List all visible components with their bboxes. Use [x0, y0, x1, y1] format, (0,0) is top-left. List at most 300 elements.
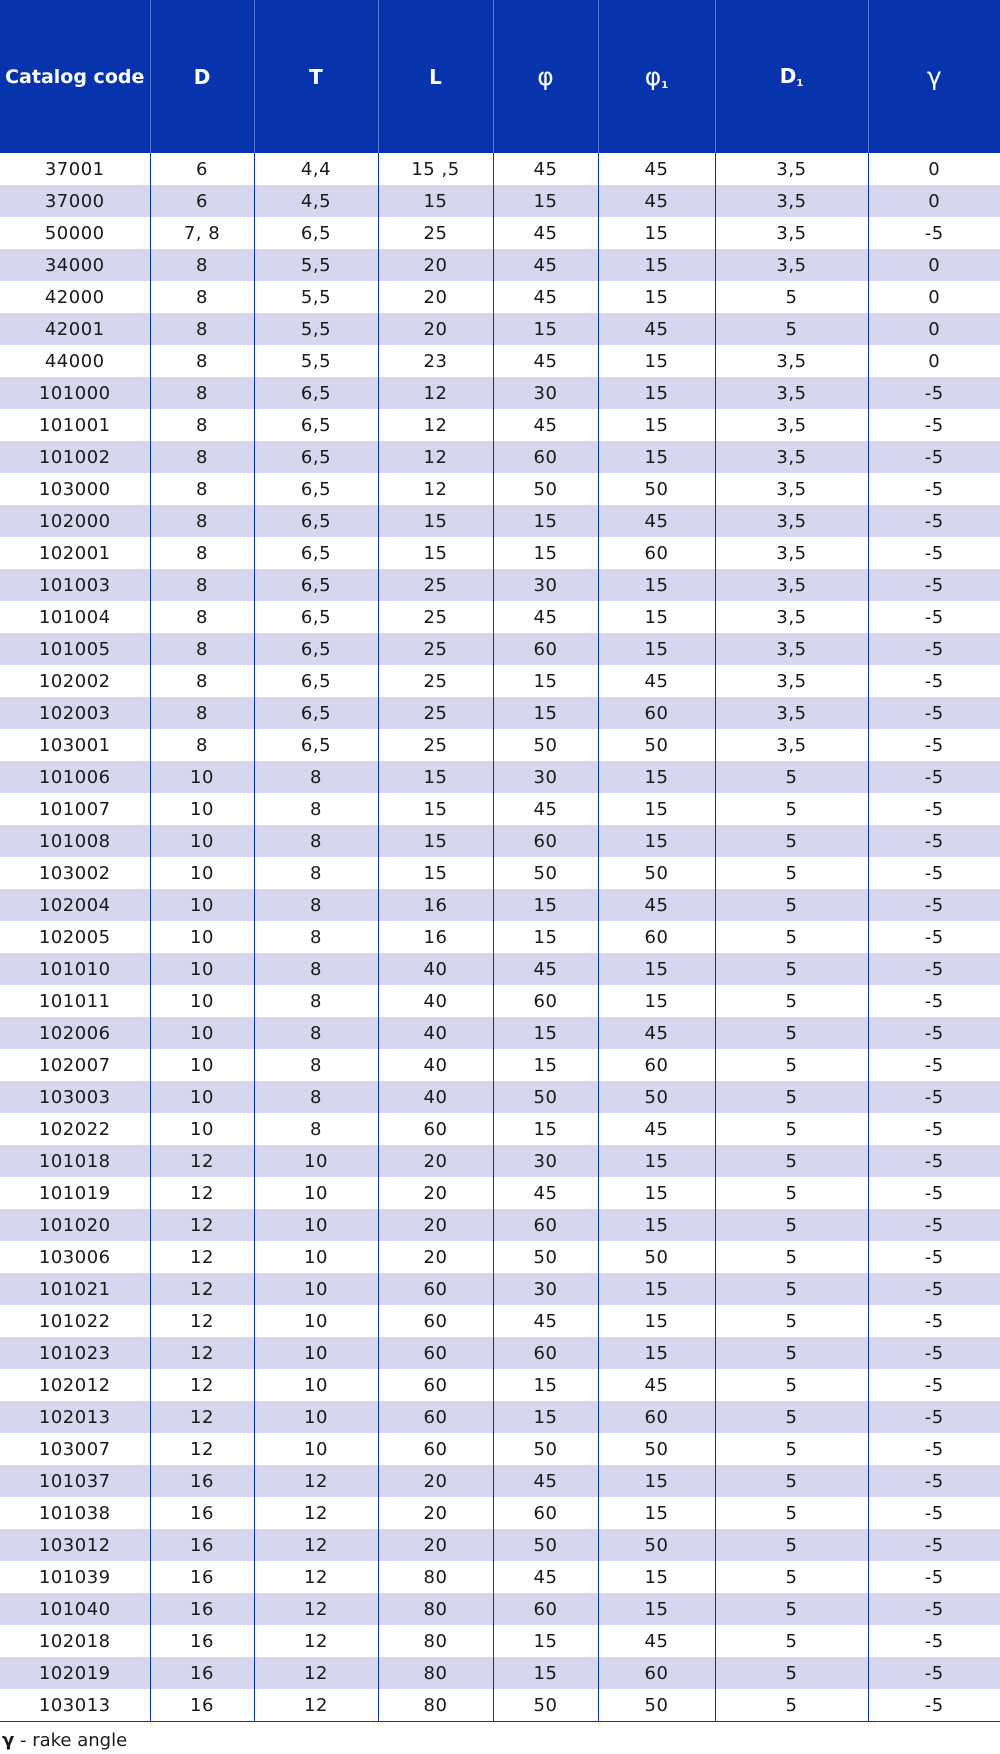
cell-catalog-code: 101039 [0, 1561, 150, 1593]
cell-d: 12 [150, 1305, 254, 1337]
cell-d: 8 [150, 569, 254, 601]
cell-l: 80 [378, 1689, 493, 1722]
cell-phi1: 50 [598, 857, 715, 889]
cell-phi: 60 [493, 1497, 598, 1529]
cell-gamma: 0 [868, 185, 1000, 217]
cell-phi1: 45 [598, 313, 715, 345]
cell-d1: 3,5 [715, 217, 868, 249]
cell-phi1: 45 [598, 1625, 715, 1657]
cell-l: 20 [378, 249, 493, 281]
cell-l: 15 [378, 761, 493, 793]
cell-phi1: 45 [598, 185, 715, 217]
cell-phi: 15 [493, 1401, 598, 1433]
cell-l: 25 [378, 665, 493, 697]
cell-phi: 15 [493, 505, 598, 537]
cell-t: 6,5 [254, 601, 378, 633]
cell-l: 40 [378, 1017, 493, 1049]
cell-phi: 15 [493, 185, 598, 217]
cell-t: 8 [254, 1113, 378, 1145]
cell-t: 12 [254, 1529, 378, 1561]
cell-gamma: -5 [868, 1017, 1000, 1049]
cell-d1: 5 [715, 1593, 868, 1625]
cell-d1: 5 [715, 313, 868, 345]
cell-d: 16 [150, 1593, 254, 1625]
cell-phi1: 15 [598, 601, 715, 633]
legend-text: - rake angle [14, 1730, 128, 1751]
cell-phi: 45 [493, 249, 598, 281]
cell-d: 12 [150, 1369, 254, 1401]
cell-catalog-code: 102022 [0, 1113, 150, 1145]
table-row [0, 665, 1000, 697]
cell-phi1: 15 [598, 569, 715, 601]
cell-l: 12 [378, 409, 493, 441]
cell-gamma: -5 [868, 601, 1000, 633]
cell-gamma: -5 [868, 953, 1000, 985]
cell-d: 6 [150, 185, 254, 217]
cell-phi: 30 [493, 377, 598, 409]
cell-t: 4,4 [254, 153, 378, 185]
cell-gamma: 0 [868, 281, 1000, 313]
cell-phi: 45 [493, 1177, 598, 1209]
cell-l: 20 [378, 1209, 493, 1241]
cell-d: 12 [150, 1209, 254, 1241]
cell-phi1: 60 [598, 697, 715, 729]
table-row [0, 825, 1000, 857]
cell-phi: 15 [493, 1113, 598, 1145]
cell-catalog-code: 102018 [0, 1625, 150, 1657]
cell-t: 6,5 [254, 633, 378, 665]
cell-d: 8 [150, 665, 254, 697]
cell-t: 6,5 [254, 409, 378, 441]
cell-phi: 45 [493, 281, 598, 313]
cell-l: 25 [378, 601, 493, 633]
cell-phi: 15 [493, 1017, 598, 1049]
cell-d1: 3,5 [715, 345, 868, 377]
cell-d: 10 [150, 953, 254, 985]
cell-l: 60 [378, 1273, 493, 1305]
cell-phi: 30 [493, 569, 598, 601]
cell-gamma: -5 [868, 985, 1000, 1017]
cell-d1: 3,5 [715, 601, 868, 633]
table-header [0, 0, 1000, 153]
cell-phi: 45 [493, 217, 598, 249]
cell-catalog-code: 102012 [0, 1369, 150, 1401]
cell-phi1: 15 [598, 793, 715, 825]
cell-gamma: -5 [868, 889, 1000, 921]
table-row [0, 1497, 1000, 1529]
cell-gamma: -5 [868, 1561, 1000, 1593]
cell-t: 6,5 [254, 505, 378, 537]
cell-l: 60 [378, 1337, 493, 1369]
cell-l: 12 [378, 377, 493, 409]
cell-catalog-code: 101001 [0, 409, 150, 441]
cell-gamma: -5 [868, 1465, 1000, 1497]
cell-catalog-code: 103012 [0, 1529, 150, 1561]
cell-l: 60 [378, 1369, 493, 1401]
cell-catalog-code: 101000 [0, 377, 150, 409]
cell-phi1: 15 [598, 409, 715, 441]
cell-phi: 15 [493, 921, 598, 953]
cell-d1: 3,5 [715, 473, 868, 505]
cell-catalog-code: 103007 [0, 1433, 150, 1465]
cell-d: 8 [150, 409, 254, 441]
cell-phi: 30 [493, 761, 598, 793]
cell-t: 10 [254, 1305, 378, 1337]
cell-d1: 5 [715, 921, 868, 953]
cell-l: 20 [378, 1465, 493, 1497]
cell-phi: 15 [493, 665, 598, 697]
cell-phi: 45 [493, 1561, 598, 1593]
cell-gamma: -5 [868, 793, 1000, 825]
cell-t: 5,5 [254, 345, 378, 377]
cell-t: 8 [254, 953, 378, 985]
cell-l: 16 [378, 889, 493, 921]
cell-d: 8 [150, 601, 254, 633]
cell-phi: 50 [493, 857, 598, 889]
cell-gamma: 0 [868, 313, 1000, 345]
cell-catalog-code: 101040 [0, 1593, 150, 1625]
cell-d1: 5 [715, 1465, 868, 1497]
table-row [0, 537, 1000, 569]
cell-d1: 3,5 [715, 409, 868, 441]
cell-gamma: -5 [868, 921, 1000, 953]
table-row [0, 1625, 1000, 1657]
table-row [0, 1433, 1000, 1465]
cell-phi: 15 [493, 1625, 598, 1657]
header-l: L [378, 0, 493, 153]
cell-d1: 5 [715, 985, 868, 1017]
cell-phi1: 50 [598, 1081, 715, 1113]
cell-t: 12 [254, 1689, 378, 1722]
cell-catalog-code: 101004 [0, 601, 150, 633]
cell-phi: 15 [493, 537, 598, 569]
cell-d: 8 [150, 633, 254, 665]
cell-phi: 50 [493, 1433, 598, 1465]
cell-l: 80 [378, 1593, 493, 1625]
cell-d: 10 [150, 1081, 254, 1113]
cell-gamma: -5 [868, 473, 1000, 505]
table-row [0, 1145, 1000, 1177]
cell-d: 10 [150, 985, 254, 1017]
cell-phi: 60 [493, 633, 598, 665]
cell-catalog-code: 37000 [0, 185, 150, 217]
cell-gamma: -5 [868, 1145, 1000, 1177]
cell-gamma: -5 [868, 633, 1000, 665]
header-d: D [150, 0, 254, 153]
cell-gamma: -5 [868, 1401, 1000, 1433]
cell-d1: 5 [715, 857, 868, 889]
cell-l: 15 [378, 857, 493, 889]
cell-t: 10 [254, 1401, 378, 1433]
table-row [0, 1465, 1000, 1497]
table-row [0, 985, 1000, 1017]
table-row [0, 857, 1000, 889]
table-row [0, 1689, 1000, 1722]
cell-catalog-code: 44000 [0, 345, 150, 377]
cell-d: 12 [150, 1433, 254, 1465]
table-row [0, 1081, 1000, 1113]
cell-d: 16 [150, 1657, 254, 1689]
table-row [0, 921, 1000, 953]
table-row [0, 1241, 1000, 1273]
cell-catalog-code: 101019 [0, 1177, 150, 1209]
cell-d: 16 [150, 1625, 254, 1657]
cell-d1: 5 [715, 1209, 868, 1241]
cell-d1: 5 [715, 1337, 868, 1369]
cell-d1: 5 [715, 1049, 868, 1081]
cell-d1: 5 [715, 953, 868, 985]
table-row [0, 377, 1000, 409]
header-d1: $D_1$ [715, 0, 868, 153]
cell-d1: 5 [715, 889, 868, 921]
table-row [0, 889, 1000, 921]
cell-catalog-code: 102001 [0, 537, 150, 569]
cell-gamma: -5 [868, 857, 1000, 889]
cell-phi1: 15 [598, 217, 715, 249]
table-row [0, 1049, 1000, 1081]
cell-catalog-code: 101003 [0, 569, 150, 601]
cell-catalog-code: 103003 [0, 1081, 150, 1113]
cell-catalog-code: 102002 [0, 665, 150, 697]
cell-phi1: 45 [598, 1369, 715, 1401]
cell-phi1: 50 [598, 1241, 715, 1273]
cell-phi: 45 [493, 953, 598, 985]
cell-l: 25 [378, 633, 493, 665]
cell-d1: 5 [715, 793, 868, 825]
table-row [0, 1273, 1000, 1305]
cell-d1: 5 [715, 1145, 868, 1177]
cell-phi: 50 [493, 729, 598, 761]
cell-phi: 60 [493, 1209, 598, 1241]
cell-l: 15 [378, 505, 493, 537]
table-body [0, 153, 1000, 1722]
cell-d: 12 [150, 1177, 254, 1209]
cell-t: 8 [254, 985, 378, 1017]
cell-gamma: -5 [868, 761, 1000, 793]
cell-d: 16 [150, 1689, 254, 1722]
cell-t: 8 [254, 921, 378, 953]
cell-d: 16 [150, 1561, 254, 1593]
cell-phi: 60 [493, 1593, 598, 1625]
cell-catalog-code: 103006 [0, 1241, 150, 1273]
cell-t: 10 [254, 1177, 378, 1209]
cell-l: 40 [378, 953, 493, 985]
cell-gamma: -5 [868, 1081, 1000, 1113]
cell-phi: 45 [493, 409, 598, 441]
cell-phi: 50 [493, 1529, 598, 1561]
table-row [0, 1657, 1000, 1689]
legend [2, 1730, 127, 1751]
cell-catalog-code: 103001 [0, 729, 150, 761]
table-row [0, 729, 1000, 761]
cell-gamma: -5 [868, 377, 1000, 409]
table-row [0, 1401, 1000, 1433]
cell-gamma: -5 [868, 1529, 1000, 1561]
cell-catalog-code: 101023 [0, 1337, 150, 1369]
cell-d: 10 [150, 825, 254, 857]
cell-t: 8 [254, 1081, 378, 1113]
table-row [0, 345, 1000, 377]
cell-l: 15 [378, 537, 493, 569]
cell-catalog-code: 102019 [0, 1657, 150, 1689]
cell-d: 12 [150, 1337, 254, 1369]
cell-phi: 45 [493, 1305, 598, 1337]
cell-phi1: 45 [598, 1113, 715, 1145]
cell-l: 25 [378, 729, 493, 761]
table-row [0, 473, 1000, 505]
cell-d: 6 [150, 153, 254, 185]
cell-gamma: -5 [868, 217, 1000, 249]
cell-t: 12 [254, 1561, 378, 1593]
cell-catalog-code: 42000 [0, 281, 150, 313]
cell-phi: 45 [493, 153, 598, 185]
cell-phi1: 60 [598, 537, 715, 569]
cell-t: 10 [254, 1209, 378, 1241]
cell-d: 8 [150, 345, 254, 377]
cell-d: 10 [150, 889, 254, 921]
cell-catalog-code: 102003 [0, 697, 150, 729]
cell-d: 12 [150, 1273, 254, 1305]
cell-catalog-code: 50000 [0, 217, 150, 249]
cell-d1: 3,5 [715, 729, 868, 761]
cell-phi1: 15 [598, 1177, 715, 1209]
cell-d: 10 [150, 1049, 254, 1081]
cell-l: 20 [378, 281, 493, 313]
cell-d1: 5 [715, 281, 868, 313]
cell-phi1: 45 [598, 1017, 715, 1049]
cell-phi1: 15 [598, 985, 715, 1017]
cell-gamma: -5 [868, 1433, 1000, 1465]
cell-l: 20 [378, 313, 493, 345]
cell-d1: 3,5 [715, 505, 868, 537]
cell-phi1: 50 [598, 1689, 715, 1722]
cell-catalog-code: 101007 [0, 793, 150, 825]
table-row [0, 1369, 1000, 1401]
cell-d1: 5 [715, 761, 868, 793]
cell-d: 8 [150, 729, 254, 761]
cell-catalog-code: 101038 [0, 1497, 150, 1529]
cell-gamma: -5 [868, 505, 1000, 537]
cell-gamma: -5 [868, 697, 1000, 729]
cell-l: 40 [378, 985, 493, 1017]
cell-catalog-code: 103013 [0, 1689, 150, 1722]
cell-t: 8 [254, 793, 378, 825]
table-row [0, 153, 1000, 185]
cell-d1: 3,5 [715, 697, 868, 729]
cell-t: 6,5 [254, 729, 378, 761]
cell-l: 40 [378, 1081, 493, 1113]
cell-t: 12 [254, 1657, 378, 1689]
table-row [0, 1305, 1000, 1337]
legend-symbol: γ [2, 1730, 15, 1751]
cell-t: 8 [254, 761, 378, 793]
cell-t: 6,5 [254, 377, 378, 409]
table-row [0, 1337, 1000, 1369]
cell-gamma: -5 [868, 569, 1000, 601]
cell-d: 8 [150, 441, 254, 473]
cell-phi1: 45 [598, 505, 715, 537]
cell-d1: 3,5 [715, 185, 868, 217]
cell-d1: 5 [715, 825, 868, 857]
cell-d1: 5 [715, 1017, 868, 1049]
cell-catalog-code: 103000 [0, 473, 150, 505]
cell-l: 20 [378, 1145, 493, 1177]
cell-phi1: 15 [598, 345, 715, 377]
cell-catalog-code: 101010 [0, 953, 150, 985]
cell-phi1: 15 [598, 1305, 715, 1337]
cell-d1: 3,5 [715, 537, 868, 569]
cell-d: 10 [150, 1113, 254, 1145]
cell-d: 12 [150, 1241, 254, 1273]
cell-l: 20 [378, 1241, 493, 1273]
cell-l: 40 [378, 1049, 493, 1081]
cell-phi: 50 [493, 1241, 598, 1273]
table-row [0, 1529, 1000, 1561]
cell-l: 25 [378, 217, 493, 249]
cell-phi1: 60 [598, 921, 715, 953]
cell-t: 5,5 [254, 249, 378, 281]
cell-t: 12 [254, 1625, 378, 1657]
cell-d: 10 [150, 857, 254, 889]
cell-gamma: 0 [868, 153, 1000, 185]
table-row [0, 1593, 1000, 1625]
table-row [0, 1561, 1000, 1593]
cell-gamma: -5 [868, 1273, 1000, 1305]
cell-catalog-code: 102007 [0, 1049, 150, 1081]
cell-d1: 3,5 [715, 633, 868, 665]
cell-gamma: -5 [868, 1177, 1000, 1209]
cell-phi1: 50 [598, 1529, 715, 1561]
cell-phi1: 15 [598, 1337, 715, 1369]
cell-catalog-code: 101020 [0, 1209, 150, 1241]
cell-gamma: -5 [868, 1305, 1000, 1337]
cell-phi1: 15 [598, 1561, 715, 1593]
cell-gamma: -5 [868, 1241, 1000, 1273]
cell-phi1: 15 [598, 761, 715, 793]
cell-d: 8 [150, 281, 254, 313]
table-row [0, 569, 1000, 601]
cell-gamma: -5 [868, 665, 1000, 697]
cell-catalog-code: 102006 [0, 1017, 150, 1049]
cell-d: 10 [150, 761, 254, 793]
cell-l: 80 [378, 1657, 493, 1689]
cell-l: 60 [378, 1401, 493, 1433]
cell-catalog-code: 102004 [0, 889, 150, 921]
cell-t: 8 [254, 1049, 378, 1081]
cell-phi1: 15 [598, 1497, 715, 1529]
cell-catalog-code: 101008 [0, 825, 150, 857]
cell-gamma: -5 [868, 409, 1000, 441]
cell-l: 15 [378, 825, 493, 857]
table-row [0, 697, 1000, 729]
cell-phi1: 45 [598, 665, 715, 697]
cell-catalog-code: 102013 [0, 1401, 150, 1433]
cell-phi: 15 [493, 1657, 598, 1689]
cell-gamma: -5 [868, 729, 1000, 761]
cell-d: 16 [150, 1465, 254, 1497]
table-row [0, 1113, 1000, 1145]
cell-l: 20 [378, 1497, 493, 1529]
cell-phi: 60 [493, 441, 598, 473]
cell-d1: 5 [715, 1369, 868, 1401]
cell-phi: 30 [493, 1273, 598, 1305]
cell-l: 20 [378, 1529, 493, 1561]
cell-phi1: 15 [598, 281, 715, 313]
cell-l: 60 [378, 1433, 493, 1465]
header-gamma: γ [868, 0, 1000, 153]
cell-t: 5,5 [254, 313, 378, 345]
cell-t: 6,5 [254, 473, 378, 505]
